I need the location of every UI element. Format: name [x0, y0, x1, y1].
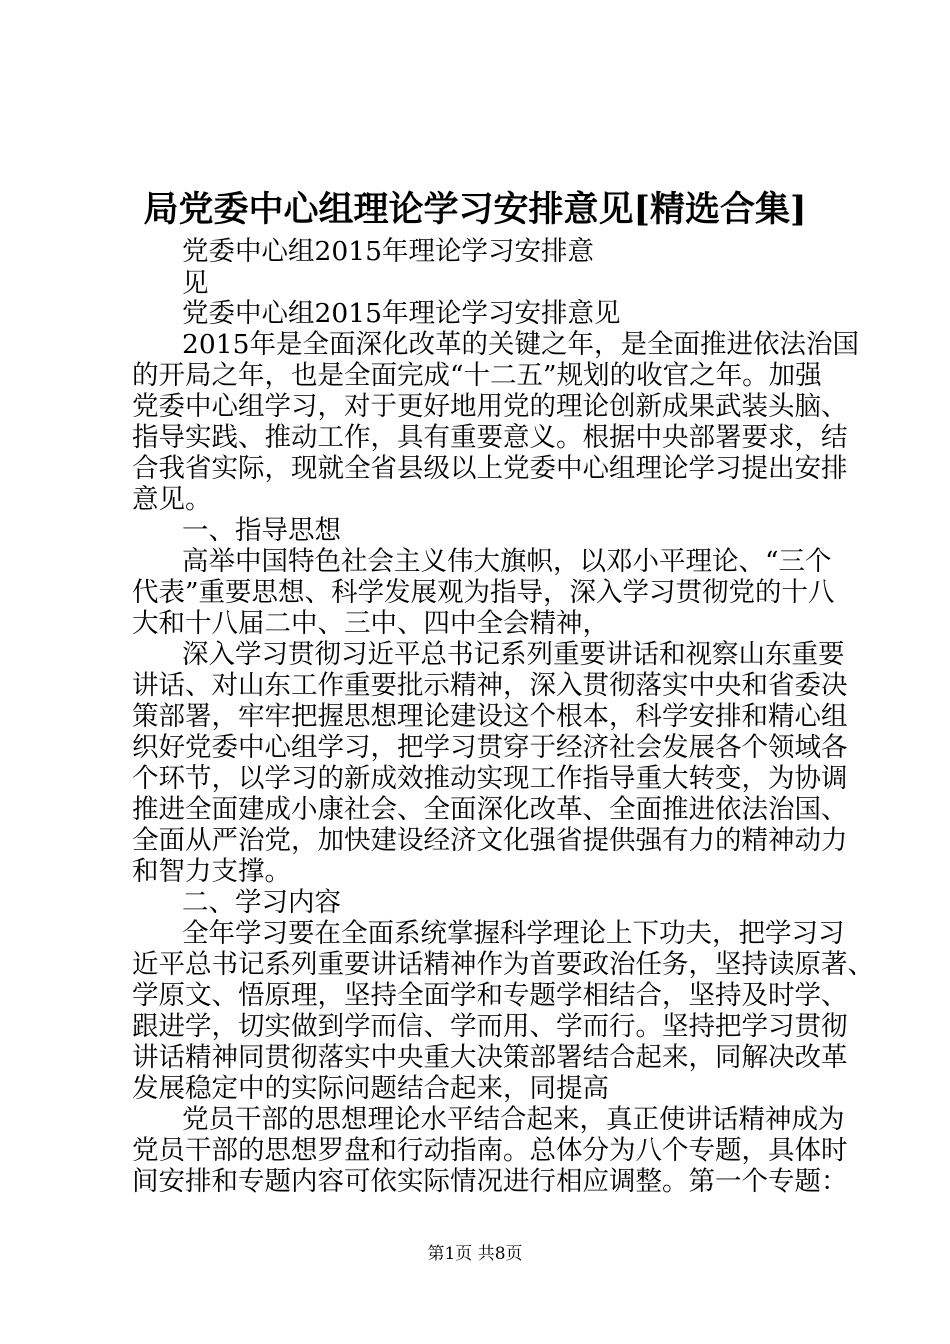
- paragraph-line: 意见。: [132, 484, 212, 515]
- page-number: 第1页 共8页: [427, 1244, 523, 1264]
- paragraph-line: 党员干部的思想理论水平结合起来，真正使讲话精神成为: [182, 1104, 845, 1135]
- paragraph-line: 全面从严治党，加快建设经济文化强省提供强有力的精神动力: [132, 825, 848, 856]
- document-title: 局党委中心组理论学习安排意见[精选合集]: [143, 189, 807, 230]
- section-heading: 党委中心组2015年理论学习安排意见: [182, 298, 621, 329]
- subtitle-line-2: 见: [182, 268, 209, 299]
- paragraph-line: 和智力支撑。: [132, 856, 291, 887]
- paragraph-line: 推进全面建成小康社会、全面深化改革、全面推进依法治国、: [132, 794, 848, 825]
- paragraph-line: 合我省实际，现就全省县级以上党委中心组理论学习提出安排: [132, 453, 848, 484]
- paragraph-line: 深入学习贯彻习近平总书记系列重要讲话和视察山东重要: [182, 639, 845, 670]
- subtitle-line-1: 党委中心组2015年理论学习安排意: [182, 236, 594, 267]
- section-heading: 二、学习内容: [182, 887, 341, 918]
- paragraph-line: 间安排和专题内容可依实际情况进行相应调整。第一个专题：: [132, 1166, 848, 1197]
- paragraph-line: 个环节，以学习的新成效推动实现工作指导重大转变，为协调: [132, 763, 848, 794]
- paragraph-line: 的开局之年，也是全面完成“十二五”规划的收官之年。加强: [132, 360, 822, 391]
- paragraph-line: 近平总书记系列重要讲话精神作为首要政治任务，坚持读原著、: [132, 949, 874, 980]
- paragraph-line: 讲话精神同贯彻落实中央重大决策部署结合起来，同解决改革: [132, 1042, 848, 1073]
- paragraph-line: 织好党委中心组学习，把学习贯穿于经济社会发展各个领域各: [132, 732, 848, 763]
- paragraph-line: 高举中国特色社会主义伟大旗帜，以邓小平理论、“三个: [182, 546, 832, 577]
- paragraph-line: 发展稳定中的实际问题结合起来，同提高: [132, 1073, 609, 1104]
- paragraph-line: 2015年是全面深化改革的关键之年，是全面推进依法治国: [182, 329, 859, 360]
- paragraph-line: 党员干部的思想罗盘和行动指南。总体分为八个专题，具体时: [132, 1135, 848, 1166]
- paragraph-line: 指导实践、推动工作，具有重要意义。根据中央部署要求，结: [132, 422, 848, 453]
- paragraph-line: 策部署，牢牢把握思想理论建设这个根本，科学安排和精心组: [132, 701, 848, 732]
- paragraph-line: 跟进学，切实做到学而信、学而用、学而行。坚持把学习贯彻: [132, 1011, 848, 1042]
- paragraph-line: 大和十八届二中、三中、四中全会精神，: [132, 608, 609, 639]
- paragraph-line: 代表”重要思想、科学发展观为指导，深入学习贯彻党的十八: [132, 577, 835, 608]
- paragraph-line: 全年学习要在全面系统掌握科学理论上下功夫，把学习习: [182, 918, 845, 949]
- paragraph-line: 学原文、悟原理，坚持全面学和专题学相结合，坚持及时学、: [132, 980, 848, 1011]
- paragraph-line: 党委中心组学习，对于更好地用党的理论创新成果武装头脑、: [132, 391, 848, 422]
- paragraph-line: 讲话、对山东工作重要批示精神，深入贯彻落实中央和省委决: [132, 670, 848, 701]
- section-heading: 一、指导思想: [182, 515, 341, 546]
